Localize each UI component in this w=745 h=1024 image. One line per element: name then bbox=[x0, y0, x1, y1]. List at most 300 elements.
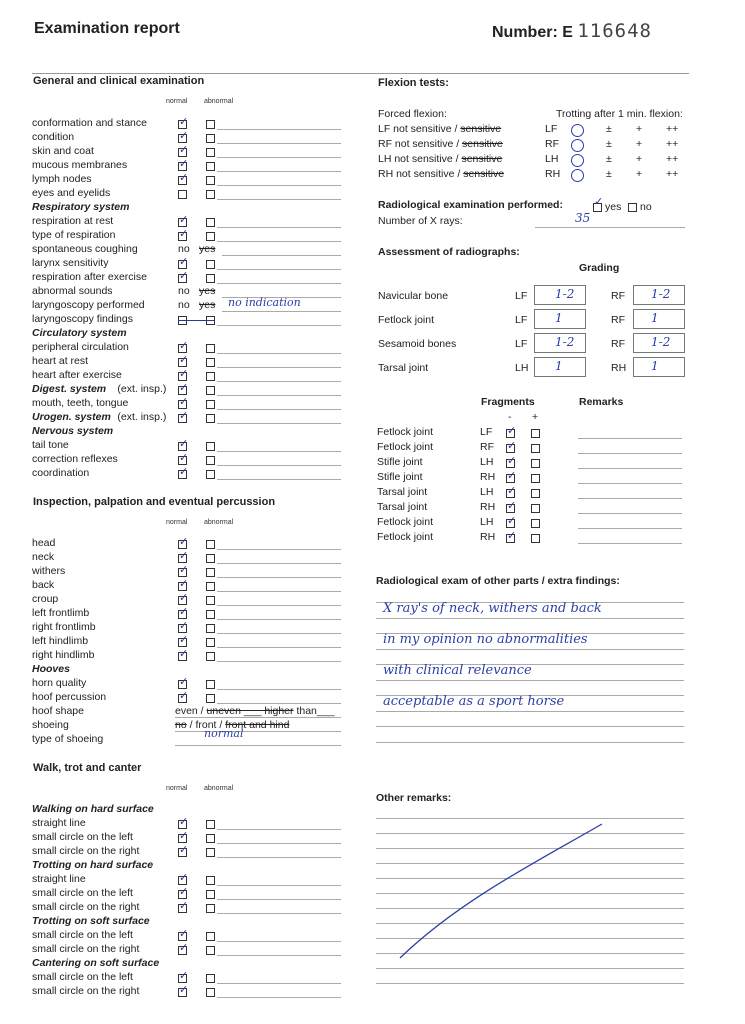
abnormal-checkbox[interactable] bbox=[206, 904, 215, 913]
scale-1[interactable]: + bbox=[636, 168, 643, 180]
fragment-label-7: Fetlock joint bbox=[377, 531, 434, 543]
row-label: left hindlimb bbox=[32, 635, 89, 647]
fragment-plus-box[interactable] bbox=[531, 489, 540, 498]
no-option[interactable]: no bbox=[178, 243, 190, 255]
normal-checkbox[interactable] bbox=[178, 190, 187, 199]
abnormal-checkbox[interactable] bbox=[206, 820, 215, 829]
check-mark-icon: ✓ bbox=[179, 269, 189, 282]
answer-line bbox=[217, 843, 341, 844]
fragment-plus-box[interactable] bbox=[531, 429, 540, 438]
findings-line bbox=[376, 680, 684, 681]
assessment-left-leg: LF bbox=[515, 338, 528, 350]
answer-line bbox=[217, 857, 341, 858]
exam-row-inspection-8 bbox=[32, 649, 342, 663]
row-label: shoeing bbox=[32, 719, 69, 731]
remarks-line bbox=[578, 528, 682, 529]
remarks-line bbox=[376, 863, 684, 864]
exam-row-inspection-12 bbox=[32, 705, 342, 719]
fragments-heading: Fragments bbox=[481, 396, 535, 408]
abnormal-checkbox[interactable] bbox=[206, 848, 215, 857]
row-label: larynx sensitivity bbox=[32, 257, 109, 269]
fragment-plus-box[interactable] bbox=[531, 534, 540, 543]
findings-line bbox=[376, 726, 684, 727]
check-mark-icon: ✓ bbox=[179, 535, 189, 548]
no-checkbox[interactable] bbox=[628, 203, 637, 212]
exam-row-inspection-11 bbox=[32, 691, 342, 705]
scale-0[interactable]: ± bbox=[606, 153, 612, 165]
report-number bbox=[492, 20, 652, 42]
check-mark-icon: ✓ bbox=[179, 815, 189, 828]
check-mark-icon: ✓ bbox=[179, 983, 189, 996]
check-mark-icon: ✓ bbox=[179, 647, 189, 660]
check-mark-icon: ✓ bbox=[179, 563, 189, 576]
flexion-row-3 bbox=[378, 168, 504, 180]
fragment-leg: LH bbox=[480, 486, 494, 498]
answer-line bbox=[175, 717, 341, 718]
findings-text-1: in my opinion no abnormalities bbox=[383, 632, 588, 647]
fragment-leg: RH bbox=[480, 501, 496, 513]
abnormal-checkbox[interactable] bbox=[206, 890, 215, 899]
check-mark-icon: ✓ bbox=[179, 115, 189, 128]
exam-row-general-14 bbox=[32, 313, 342, 327]
circle-mark-icon bbox=[571, 139, 584, 152]
answer-line bbox=[175, 731, 341, 732]
abnormal-checkbox[interactable] bbox=[206, 400, 215, 409]
other-parts-heading: Radiological exam of other parts / extra findings: bbox=[376, 575, 620, 587]
abnormal-checkbox[interactable] bbox=[206, 120, 215, 129]
assessment-right-leg: RH bbox=[611, 362, 627, 374]
circle-mark-icon bbox=[571, 154, 584, 167]
abnormal-checkbox[interactable] bbox=[206, 540, 215, 549]
abnormal-checkbox[interactable] bbox=[206, 582, 215, 591]
scale-0[interactable]: ± bbox=[606, 123, 612, 135]
row-label: Cantering on soft surface bbox=[32, 957, 160, 969]
check-mark-icon: ✓ bbox=[179, 465, 189, 478]
flexion-label: RF not sensitive / bbox=[378, 138, 463, 150]
grade-box-right[interactable] bbox=[633, 357, 685, 377]
assessment-right-leg: RF bbox=[611, 338, 625, 350]
row-label: hoof shape bbox=[32, 705, 84, 717]
exam-row-general-8 bbox=[32, 229, 342, 243]
check-mark-icon: ✓ bbox=[507, 484, 517, 497]
flexion-struck: sensitive bbox=[461, 153, 503, 165]
fragment-plus-box[interactable] bbox=[531, 504, 540, 513]
answer-line bbox=[217, 129, 341, 130]
scale-2[interactable]: ++ bbox=[666, 123, 679, 135]
scale-2[interactable]: ++ bbox=[666, 168, 679, 180]
grading-label: Grading bbox=[579, 262, 620, 274]
check-mark-icon: ✓ bbox=[179, 171, 189, 184]
option-text: no / front / front and hind bbox=[175, 719, 290, 731]
answer-line bbox=[217, 997, 341, 998]
exam-row-general-21 bbox=[32, 411, 342, 425]
answer-line bbox=[217, 983, 341, 984]
abnormal-checkbox[interactable] bbox=[206, 694, 215, 703]
no-option[interactable]: no bbox=[178, 299, 190, 311]
minus-label: - bbox=[508, 411, 512, 423]
remarks-line bbox=[578, 498, 682, 499]
check-mark-icon: ✓ bbox=[179, 899, 189, 912]
row-label-suffix: (ext. insp.) bbox=[117, 383, 167, 395]
check-mark-icon: ✓ bbox=[594, 195, 604, 208]
check-mark-icon: ✓ bbox=[179, 157, 189, 170]
check-mark-icon: ✓ bbox=[179, 381, 189, 394]
grade-right: 1-2 bbox=[651, 335, 671, 349]
check-mark-icon: ✓ bbox=[179, 353, 189, 366]
flexion-label: RH not sensitive / bbox=[378, 168, 464, 180]
flexion-leg: LF bbox=[545, 123, 558, 135]
scale-1[interactable]: + bbox=[636, 153, 643, 165]
answer-line bbox=[217, 143, 341, 144]
answer-line bbox=[217, 703, 341, 704]
check-mark-icon: ✓ bbox=[507, 499, 517, 512]
row-label: straight line bbox=[32, 873, 86, 885]
flexion-leg: LH bbox=[545, 153, 559, 165]
row-label: Circulatory system bbox=[32, 327, 127, 339]
remarks-line bbox=[578, 483, 682, 484]
flexion-leg: RF bbox=[545, 138, 559, 150]
flexion-leg: RH bbox=[545, 168, 561, 180]
answer-line bbox=[217, 171, 341, 172]
row-label: Digest. system bbox=[32, 383, 107, 395]
fragment-label-1: Fetlock joint bbox=[377, 441, 434, 453]
answer-line bbox=[217, 381, 341, 382]
remarks-line bbox=[376, 968, 684, 969]
check-mark-icon: ✓ bbox=[179, 255, 189, 268]
grade-left: 1-2 bbox=[555, 287, 575, 301]
answer-line bbox=[217, 409, 341, 410]
abnormal-checkbox[interactable] bbox=[206, 876, 215, 885]
row-label: left frontlimb bbox=[32, 607, 90, 619]
fragment-label-2: Stifle joint bbox=[377, 456, 423, 468]
flexion-struck: sensitive bbox=[462, 138, 503, 150]
answer-line bbox=[217, 647, 341, 648]
row-label: head bbox=[32, 537, 56, 549]
row-label: abnormal sounds bbox=[32, 285, 113, 297]
row-label: Walking on hard surface bbox=[32, 803, 154, 815]
row-label: lymph nodes bbox=[32, 173, 92, 185]
abnormal-checkbox[interactable] bbox=[206, 162, 215, 171]
check-mark-icon: ✓ bbox=[179, 927, 189, 940]
exam-row-general-25 bbox=[32, 467, 342, 481]
remarks-line bbox=[376, 878, 684, 879]
check-mark-icon: ✓ bbox=[179, 619, 189, 632]
yes-option[interactable]: yes bbox=[199, 299, 216, 311]
abnormal-checkbox[interactable] bbox=[206, 932, 215, 941]
flexion-row-2 bbox=[378, 153, 502, 165]
scale-1[interactable]: + bbox=[636, 138, 643, 150]
answer-line bbox=[217, 423, 341, 424]
grade-right: 1 bbox=[651, 311, 659, 325]
row-label: condition bbox=[32, 131, 75, 143]
abnormal-checkbox[interactable] bbox=[206, 190, 215, 199]
abnormal-checkbox[interactable] bbox=[206, 624, 215, 633]
flexion-label: LF not sensitive / bbox=[378, 123, 461, 135]
abnormal-checkbox[interactable] bbox=[206, 456, 215, 465]
answer-line bbox=[217, 465, 341, 466]
check-mark-icon: ✓ bbox=[179, 633, 189, 646]
row-label: respiration at rest bbox=[32, 215, 114, 227]
check-mark-icon: ✓ bbox=[179, 339, 189, 352]
answer-line bbox=[217, 241, 341, 242]
row-label: small circle on the right bbox=[32, 985, 140, 997]
row-label: Hooves bbox=[32, 663, 70, 675]
remarks-line bbox=[578, 543, 682, 544]
assessment-left-leg: LF bbox=[515, 314, 528, 326]
scale-2[interactable]: ++ bbox=[666, 138, 679, 150]
row-label: Nervous system bbox=[32, 425, 114, 437]
answer-line bbox=[217, 577, 341, 578]
abnormal-checkbox[interactable] bbox=[206, 442, 215, 451]
check-mark-icon: ✓ bbox=[507, 439, 517, 452]
fragment-plus-box[interactable] bbox=[531, 444, 540, 453]
abnormal-checkbox[interactable] bbox=[206, 568, 215, 577]
fragment-plus-box[interactable] bbox=[531, 519, 540, 528]
row-label: peripheral circulation bbox=[32, 341, 129, 353]
exam-row-walk-10 bbox=[32, 943, 342, 957]
col-abnormal-general: abnormal bbox=[204, 98, 234, 105]
abnormal-checkbox[interactable] bbox=[206, 610, 215, 619]
col-normal-inspection: normal bbox=[166, 519, 188, 526]
row-label: Trotting on hard surface bbox=[32, 859, 154, 871]
remarks-line bbox=[578, 513, 682, 514]
answer-line bbox=[217, 605, 341, 606]
abnormal-checkbox[interactable] bbox=[206, 414, 215, 423]
remarks-heading: Remarks bbox=[579, 396, 624, 408]
findings-text-2: with clinical relevance bbox=[383, 663, 532, 678]
section-heading-walk: Walk, trot and canter bbox=[33, 762, 142, 774]
fragment-plus-box[interactable] bbox=[531, 459, 540, 468]
answer-line bbox=[217, 157, 341, 158]
no-label: no bbox=[640, 201, 652, 213]
exam-row-inspection-13 bbox=[32, 719, 342, 733]
answer-line bbox=[217, 619, 341, 620]
scale-0[interactable]: ± bbox=[606, 168, 612, 180]
row-label: Urogen. system bbox=[32, 411, 111, 423]
grade-left: 1 bbox=[555, 359, 563, 373]
row-label: Trotting on soft surface bbox=[32, 915, 150, 927]
flexion-struck: sensitive bbox=[460, 123, 502, 135]
answer-line bbox=[175, 745, 341, 746]
assessment-label-0: Navicular bone bbox=[378, 290, 449, 302]
fragment-plus-box[interactable] bbox=[531, 474, 540, 483]
check-mark-icon: ✓ bbox=[179, 591, 189, 604]
check-mark-icon: ✓ bbox=[507, 529, 517, 542]
answer-line bbox=[217, 661, 341, 662]
fragment-leg: RF bbox=[480, 441, 494, 453]
row-label: heart at rest bbox=[32, 355, 89, 367]
check-mark-icon: ✓ bbox=[179, 143, 189, 156]
row-label: straight line bbox=[32, 817, 86, 829]
answer-line bbox=[217, 885, 341, 886]
forced-flexion-label: Forced flexion: bbox=[378, 108, 447, 120]
scale-2[interactable]: ++ bbox=[666, 153, 679, 165]
abnormal-checkbox[interactable] bbox=[206, 596, 215, 605]
check-mark-icon: ✓ bbox=[179, 941, 189, 954]
check-mark-icon: ✓ bbox=[179, 549, 189, 562]
yes-option[interactable]: yes bbox=[199, 285, 216, 297]
abnormal-checkbox[interactable] bbox=[206, 358, 215, 367]
fragment-leg: LH bbox=[480, 456, 494, 468]
number-label: Number: E bbox=[492, 24, 573, 41]
row-label-suffix: (ext. insp.) bbox=[117, 411, 167, 423]
number-value: 116648 bbox=[577, 20, 652, 42]
row-label: type of shoeing bbox=[32, 733, 104, 745]
answer-line bbox=[217, 899, 341, 900]
answer-line bbox=[217, 829, 341, 830]
remarks-line bbox=[376, 833, 684, 834]
fragment-label-4: Tarsal joint bbox=[377, 486, 428, 498]
row-label: small circle on the left bbox=[32, 971, 133, 983]
findings-text-3: acceptable as a sport horse bbox=[383, 694, 565, 709]
check-mark-icon: ✓ bbox=[179, 451, 189, 464]
row-label: small circle on the left bbox=[32, 831, 133, 843]
flexion-label: LH not sensitive / bbox=[378, 153, 462, 165]
xrays-line bbox=[535, 227, 685, 228]
answer-line bbox=[222, 255, 341, 256]
grade-left: 1 bbox=[555, 311, 563, 325]
abnormal-checkbox[interactable] bbox=[206, 344, 215, 353]
abnormal-checkbox[interactable] bbox=[206, 134, 215, 143]
answer-line bbox=[222, 311, 341, 312]
no-option[interactable]: no bbox=[178, 285, 190, 297]
abnormal-checkbox[interactable] bbox=[206, 554, 215, 563]
row-label: small circle on the right bbox=[32, 943, 140, 955]
check-mark-icon: ✓ bbox=[179, 395, 189, 408]
assessment-label-1: Fetlock joint bbox=[378, 314, 435, 326]
section-heading-general: General and clinical examination bbox=[33, 75, 205, 87]
answer-line bbox=[217, 367, 341, 368]
row-label: neck bbox=[32, 551, 55, 563]
fragment-leg: LF bbox=[480, 426, 493, 438]
row-label: type of respiration bbox=[32, 229, 116, 241]
abnormal-checkbox[interactable] bbox=[206, 834, 215, 843]
answer-line bbox=[217, 325, 341, 326]
remarks-line bbox=[376, 953, 684, 954]
check-mark-icon: ✓ bbox=[179, 829, 189, 842]
grade-left: 1-2 bbox=[555, 335, 575, 349]
exam-row-walk-13 bbox=[32, 985, 342, 999]
row-label: spontaneous coughing bbox=[32, 243, 138, 255]
answer-line bbox=[217, 395, 341, 396]
remarks-line bbox=[376, 848, 684, 849]
radiological-performed-label: Radiological examination performed: bbox=[378, 199, 563, 211]
row-label: correction reflexes bbox=[32, 453, 118, 465]
fragment-label-3: Stifle joint bbox=[377, 471, 423, 483]
abnormal-checkbox[interactable] bbox=[206, 386, 215, 395]
abnormal-checkbox[interactable] bbox=[206, 652, 215, 661]
abnormal-checkbox[interactable] bbox=[206, 176, 215, 185]
flexion-heading: Flexion tests: bbox=[378, 77, 449, 89]
row-label: hoof percussion bbox=[32, 691, 107, 703]
abnormal-checkbox[interactable] bbox=[206, 260, 215, 269]
answer-line bbox=[217, 283, 341, 284]
check-mark-icon: ✓ bbox=[179, 605, 189, 618]
row-label: heart after exercise bbox=[32, 369, 122, 381]
row-label: withers bbox=[32, 565, 66, 577]
abnormal-checkbox[interactable] bbox=[206, 974, 215, 983]
answer-line bbox=[217, 269, 341, 270]
exam-row-general-13 bbox=[32, 296, 342, 313]
row-label: tail tone bbox=[32, 439, 69, 451]
exam-row-walk-7 bbox=[32, 901, 342, 915]
check-mark-icon: ✓ bbox=[179, 227, 189, 240]
answer-line bbox=[217, 591, 341, 592]
scale-1[interactable]: + bbox=[636, 123, 643, 135]
check-mark-icon: ✓ bbox=[179, 871, 189, 884]
check-mark-icon: ✓ bbox=[507, 514, 517, 527]
row-label: right hindlimb bbox=[32, 649, 95, 661]
row-label: mouth, teeth, tongue bbox=[32, 397, 129, 409]
abnormal-checkbox[interactable] bbox=[206, 946, 215, 955]
flexion-row-1 bbox=[378, 138, 503, 150]
abnormal-checkbox[interactable] bbox=[206, 680, 215, 689]
row-label: respiration after exercise bbox=[32, 271, 147, 283]
answer-line bbox=[217, 353, 341, 354]
findings-line bbox=[376, 742, 684, 743]
fragment-leg: LH bbox=[480, 516, 494, 528]
strike-line bbox=[178, 320, 214, 321]
abnormal-checkbox[interactable] bbox=[206, 148, 215, 157]
check-mark-icon: ✓ bbox=[179, 577, 189, 590]
abnormal-checkbox[interactable] bbox=[206, 470, 215, 479]
exam-row-general-5 bbox=[32, 187, 342, 201]
assessment-right-leg: RF bbox=[611, 314, 625, 326]
fragment-leg: RH bbox=[480, 531, 496, 543]
abnormal-checkbox[interactable] bbox=[206, 638, 215, 647]
check-mark-icon: ✓ bbox=[507, 424, 517, 437]
remarks-line bbox=[578, 453, 682, 454]
col-abnormal-inspection: abnormal bbox=[204, 519, 234, 526]
remarks-line bbox=[376, 818, 684, 819]
abnormal-checkbox[interactable] bbox=[206, 988, 215, 997]
assessment-label-2: Sesamoid bones bbox=[378, 338, 457, 350]
plus-label: + bbox=[532, 411, 539, 423]
scale-0[interactable]: ± bbox=[606, 138, 612, 150]
assessment-heading: Assessment of radiographs: bbox=[378, 246, 520, 258]
answer-line bbox=[217, 199, 341, 200]
yes-label: yes bbox=[605, 201, 622, 213]
check-mark-icon: ✓ bbox=[179, 129, 189, 142]
answer-line bbox=[217, 913, 341, 914]
fragment-leg: RH bbox=[480, 471, 496, 483]
row-label: laryngoscopy findings bbox=[32, 313, 133, 325]
abnormal-checkbox[interactable] bbox=[206, 274, 215, 283]
answer-line bbox=[217, 451, 341, 452]
header-divider bbox=[32, 73, 689, 74]
yes-option[interactable]: yes bbox=[199, 243, 216, 255]
fragment-label-5: Tarsal joint bbox=[377, 501, 428, 513]
abnormal-checkbox[interactable] bbox=[206, 372, 215, 381]
row-label: right frontlimb bbox=[32, 621, 96, 633]
row-label: small circle on the right bbox=[32, 901, 140, 913]
row-label: mucous membranes bbox=[32, 159, 128, 171]
check-mark-icon: ✓ bbox=[179, 689, 189, 702]
exam-row-general-4 bbox=[32, 173, 342, 187]
abnormal-checkbox[interactable] bbox=[206, 232, 215, 241]
findings-text-0: X ray's of neck, withers and back bbox=[383, 601, 602, 616]
answer-line bbox=[217, 941, 341, 942]
option-text: even / uneven ___ higher than___ bbox=[175, 705, 335, 717]
grade-right: 1 bbox=[651, 359, 659, 373]
abnormal-checkbox[interactable] bbox=[206, 218, 215, 227]
col-normal-walk: normal bbox=[166, 785, 188, 792]
answer-line bbox=[217, 549, 341, 550]
xrays-value: 35 bbox=[575, 211, 591, 225]
check-mark-icon: ✓ bbox=[507, 454, 517, 467]
remarks-line bbox=[376, 938, 684, 939]
grade-box-right[interactable] bbox=[633, 309, 685, 329]
